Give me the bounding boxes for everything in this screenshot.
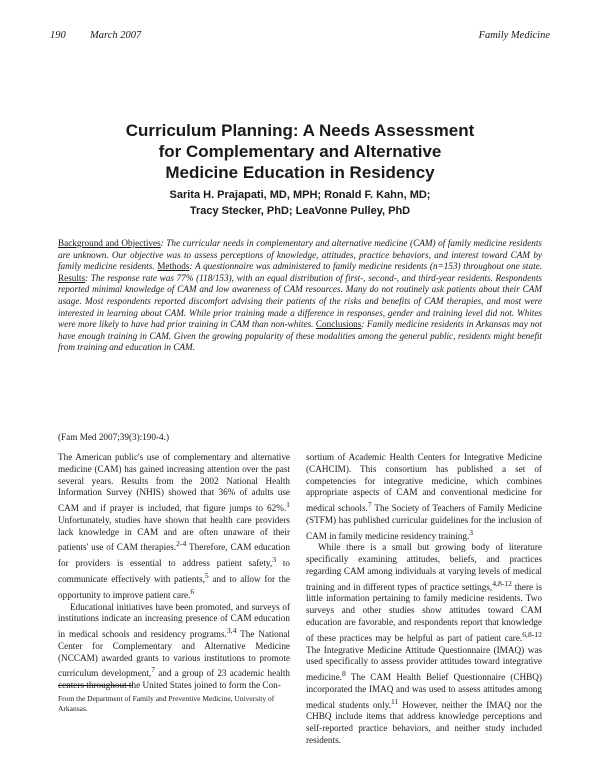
footnote-divider — [58, 685, 133, 686]
running-header — [50, 30, 550, 46]
reference-marker: 5 — [204, 570, 209, 580]
citation: (Fam Med 2007;39(3):190-4.) — [58, 432, 169, 442]
body-column-right — [306, 452, 542, 747]
affiliation-footnote: From the Department of Family and Preventive Medicine, University of Arkansas. — [58, 694, 275, 713]
body-column-left — [58, 452, 290, 692]
abstract-conclusions-text: : Family medicine residents in Arkansas may not have enough training in CAM. Given the growing popularity of these modalities among the general public, residents might benefit from training and education in CAM. — [58, 319, 542, 353]
abstract — [58, 238, 542, 354]
title-line: for Complementary and Alternative — [158, 142, 442, 161]
reference-marker: 3 — [272, 555, 277, 565]
page-number: 190 — [50, 30, 66, 41]
reference-marker: 7 — [367, 500, 372, 509]
body-paragraph: While there is a small but growing body of literature specifically examining attitudes, beliefs, and practices regarding CAM among individuals at varying levels of medical training and in different types of practice settings,$^{4,8-12}$ there is little information pertaining to family medicine residents. Two surveys and other studies show attitudes toward CAM education are favorable, and respondents report that knowledge of these practices may be helpful as part of patient care.$^{6,8-12}$ The Integrative Medicine Attitude Questionnaire (IMAQ) was used specifically to assess provider attitudes toward integrative medicine.$^8$ The CAM Health Belief Questionnaire (CHBQ) incorporated the IMAQ and was used to assess attitudes among medical students only.$^{11}$ However, neither the IMAQ nor the CHBQ include items that address knowledge perceptions and self-reported practice behaviors, and neither study included residents. — [306, 542, 542, 745]
reference-marker: 11 — [391, 696, 399, 706]
body-paragraph: The American public's use of complementary and alternative medicine (CAM) has gained increasing attention over the past several years. Results from the 2002 National Health Information Survey (NHIS) showed that 36% of adults use CAM and if prayer is included, that figure jumps to 62%.$^1$ Unfortunately, studies have shown that health care providers lack knowledge in CAM and are often unaware of their patients' use of CAM therapies.$^{2-4}$ Therefore, CAM education for providers is essential to address patient safety,$^3$ to communicate effectively with patients,$^5$ and to allow for the opportunity to improve patient care.$^6$ — [58, 452, 290, 600]
reference-marker: 7 — [151, 665, 156, 675]
article-title — [50, 120, 550, 183]
abstract-methods-text: : A questionnaire was administered to family medicine residents (n=153) throughout one state. — [189, 261, 542, 272]
abstract-results-label: Results — [58, 272, 86, 283]
issue-date: March 2007 — [90, 30, 142, 41]
reference-marker: 8 — [341, 669, 346, 678]
title-line: Medicine Education in Residency — [165, 163, 435, 182]
reference-marker: 2-4 — [176, 539, 187, 549]
reference-marker: 4,8-12 — [492, 578, 512, 588]
abstract-conclusions-label: Conclusions — [315, 319, 362, 330]
abstract-background-label: Background and Objectives — [58, 238, 161, 248]
abstract-background-text: : The curricular needs in complementary and alternative medicine (CAM) of family medicine residents are unknown. Our objective was to assess perceptions of knowledge, attitudes, practice behaviors, and interest toward CAM by family medicine residents. — [58, 238, 543, 272]
journal-name: Family Medicine — [478, 30, 550, 41]
reference-marker: 6 — [190, 586, 195, 596]
author-line: Tracy Stecker, PhD; LeaVonne Pulley, PhD — [189, 204, 411, 217]
reference-marker: 3,4 — [226, 626, 237, 636]
abstract-results-text: : The response rate was 77% (118/153), with an equal distribution of first-, second-, and third-year residents. Respondents reported minimal knowledge of CAM and low awareness of CAM resources. Many do not routinely ask patients about their CAM usage. Most respondents reported discomfort advising their patients of the risks and benefits of CAM therapies, and most were interested in learning about CAM. While prior training made a difference in responses, gender and training level did not. Whites were more likely to have had prior training in CAM than non-whites. — [58, 272, 542, 330]
body-paragraph: Educational initiatives have been promoted, and surveys of institutions indicate an increasing presence of CAM education in medical schools and residency programs.$^{3,4}$ The National Center for Complementary and Alternative Medicine (NCCAM) awarded grants to various institutions to promote curriculum development,$^7$ and a group of 23 academic health centers throughout the United States joined to form the Con- — [58, 601, 291, 691]
reference-marker: 6,8-12 — [522, 629, 542, 639]
body-paragraph: sortium of Academic Health Centers for Integrative Medicine (CAHCIM). This consortium has published a set of competencies for integrative medicine, which combines appropriate aspects of CAM and conventional medicine for medical schools.$^7$ The Society of Teachers of Family Medicine (STFM) has published curricular guidelines for the inclusion of CAM in family medicine residency training.$^3$ — [306, 452, 542, 541]
abstract-methods-label: Methods — [157, 261, 190, 272]
author-list — [50, 188, 550, 219]
author-line: Sarita H. Prajapati, MD, MPH; Ronald F. Kahn, MD; — [169, 189, 431, 201]
title-line: Curriculum Planning: A Needs Assessment — [125, 121, 475, 140]
reference-marker: 1 — [286, 500, 290, 509]
reference-marker: 3 — [469, 527, 474, 537]
